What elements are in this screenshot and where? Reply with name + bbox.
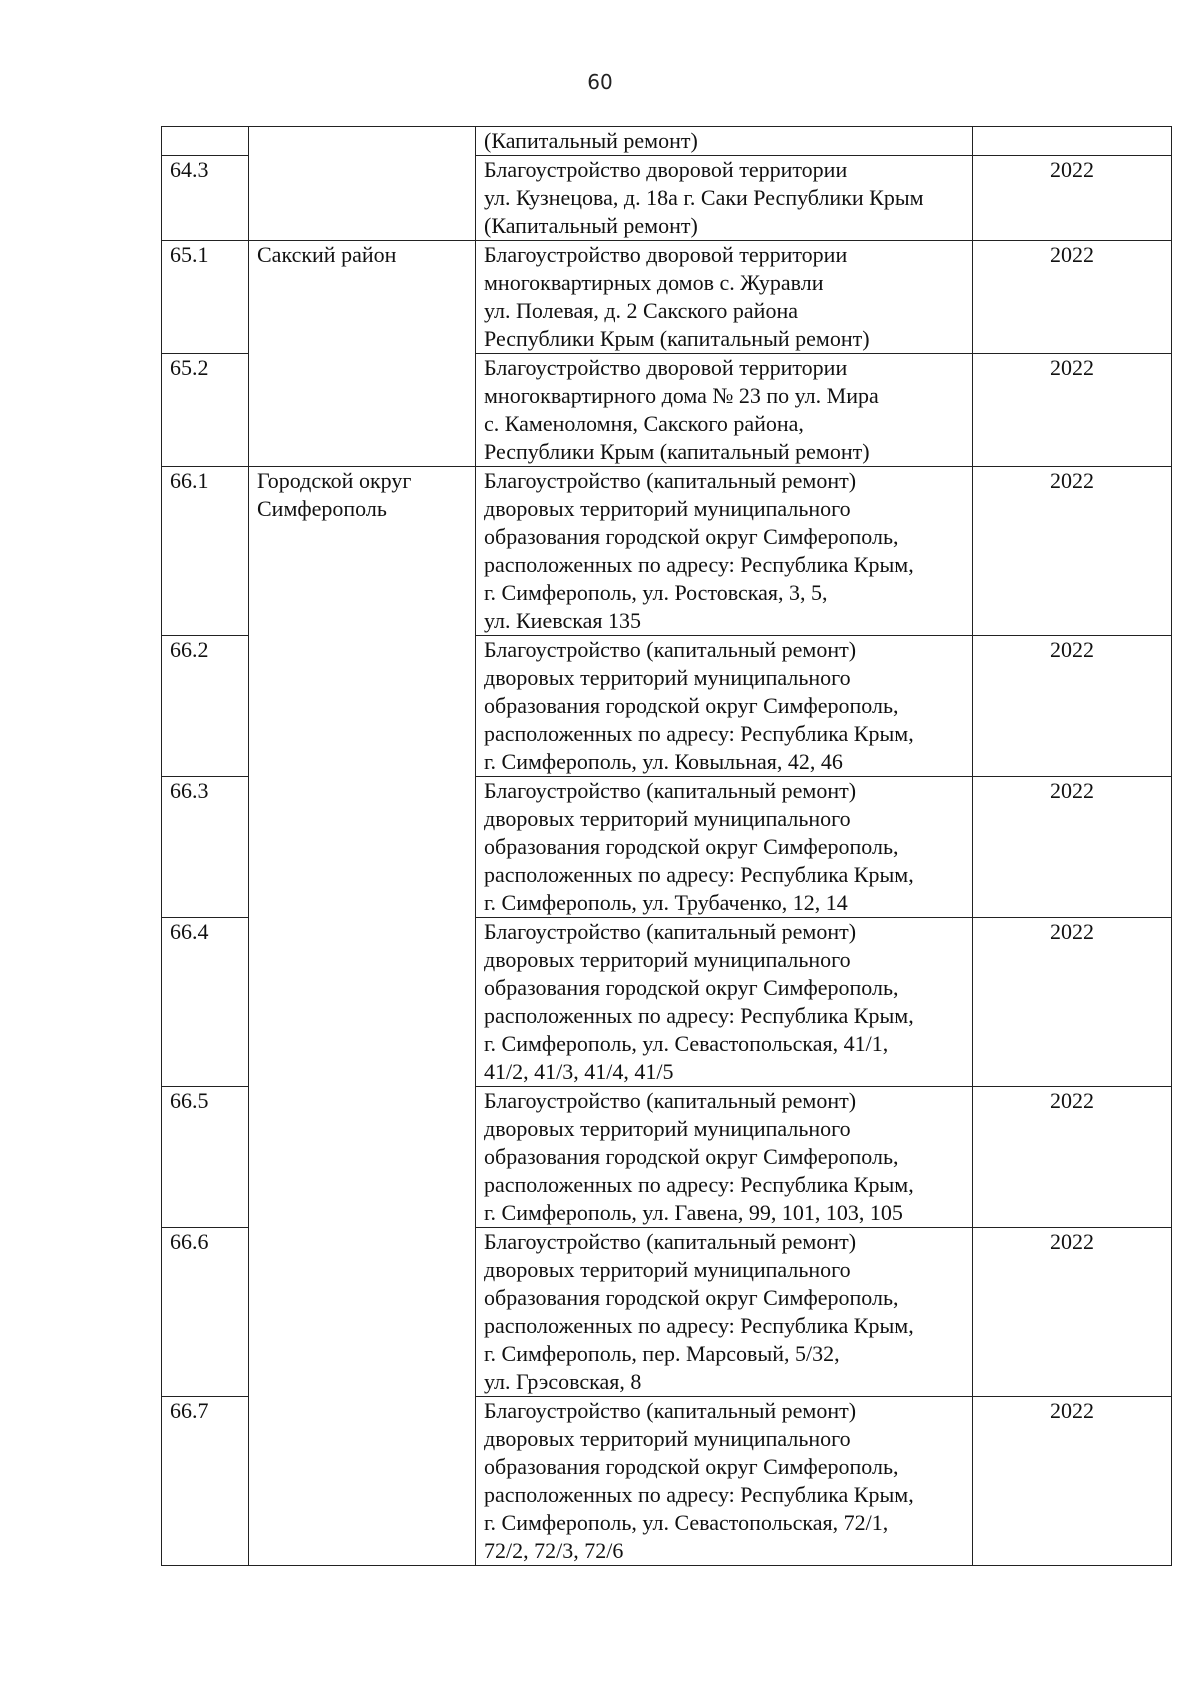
description-line: г. Симферополь, ул. Севастопольская, 41/1, [484, 1031, 889, 1056]
description-line: Республики Крым (капитальный ремонт) [484, 326, 870, 351]
row-number-cell [162, 636, 249, 777]
description-cell [476, 1228, 973, 1397]
description-line: Благоустройство (капитальный ремонт) [484, 1229, 857, 1254]
year-cell [973, 156, 1172, 241]
description-line: дворовых территорий муниципального [484, 1426, 851, 1451]
description-line: образования городской округ Симферополь, [484, 1144, 899, 1169]
year-value: 2022 [1050, 1229, 1094, 1254]
description-line: г. Симферополь, ул. Трубаченко, 12, 14 [484, 890, 848, 915]
description-line: с. Каменоломня, Сакского района, [484, 411, 804, 436]
description-cell [476, 467, 973, 636]
description-cell [476, 918, 973, 1087]
description-line: расположенных по адресу: Республика Крым, [484, 862, 914, 887]
row-number-cell [162, 1228, 249, 1397]
description-line: расположенных по адресу: Республика Крым, [484, 1482, 914, 1507]
description-line: многоквартирного дома № 23 по ул. Мира [484, 383, 879, 408]
year-cell [973, 241, 1172, 354]
description-line: расположенных по адресу: Республика Крым, [484, 552, 914, 577]
description-line: (Капитальный ремонт) [484, 128, 698, 153]
description-line: образования городской округ Симферополь, [484, 975, 899, 1000]
description-line: Благоустройство (капитальный ремонт) [484, 637, 857, 662]
description-line: ул. Грэсовская, 8 [484, 1369, 642, 1394]
description-line: Благоустройство дворовой территории [484, 242, 848, 267]
row-number: 66.3 [170, 778, 209, 803]
description-line: образования городской округ Симферополь, [484, 524, 899, 549]
description-line: образования городской округ Симферополь, [484, 1454, 899, 1479]
description-line: дворовых территорий муниципального [484, 1257, 851, 1282]
row-number-cell [162, 918, 249, 1087]
description-line: ул. Киевская 135 [484, 608, 641, 633]
description-line: Благоустройство (капитальный ремонт) [484, 468, 857, 493]
row-number-cell [162, 241, 249, 354]
row-number: 66.4 [170, 919, 209, 944]
description-cell [476, 777, 973, 918]
table-row [162, 241, 1172, 354]
program-table [161, 126, 1172, 1566]
description-line: дворовых территорий муниципального [484, 1116, 851, 1141]
description-line: 72/2, 72/3, 72/6 [484, 1538, 624, 1563]
row-number: 66.5 [170, 1088, 209, 1113]
table-row [162, 127, 1172, 156]
description-line: дворовых территорий муниципального [484, 947, 851, 972]
description-cell [476, 354, 973, 467]
description-line: расположенных по адресу: Республика Крым, [484, 1313, 914, 1338]
description-line: образования городской округ Симферополь, [484, 834, 899, 859]
year-value: 2022 [1050, 157, 1094, 182]
description-line: дворовых территорий муниципального [484, 665, 851, 690]
row-number-cell [162, 354, 249, 467]
year-cell [973, 1228, 1172, 1397]
description-line: г. Симферополь, ул. Ковыльная, 42, 46 [484, 749, 843, 774]
row-number-cell [162, 1087, 249, 1228]
description-line: расположенных по адресу: Республика Крым, [484, 1172, 914, 1197]
row-number: 64.3 [170, 157, 209, 182]
description-line: ул. Полевая, д. 2 Сакского района [484, 298, 798, 323]
year-cell [973, 354, 1172, 467]
description-line: Республики Крым (капитальный ремонт) [484, 439, 870, 464]
year-cell [973, 1087, 1172, 1228]
description-line: г. Симферополь, ул. Гавена, 99, 101, 103, 105 [484, 1200, 903, 1225]
year-value: 2022 [1050, 778, 1094, 803]
description-line: Благоустройство (капитальный ремонт) [484, 1398, 857, 1423]
year-value: 2022 [1050, 1398, 1094, 1423]
municipality-line: Городской округ [257, 468, 412, 493]
description-line: Благоустройство дворовой территории [484, 157, 848, 182]
description-line: Благоустройство (капитальный ремонт) [484, 778, 857, 803]
description-line: г. Симферополь, ул. Ростовская, 3, 5, [484, 580, 828, 605]
year-cell [973, 467, 1172, 636]
description-line: расположенных по адресу: Республика Крым, [484, 721, 914, 746]
row-number: 66.1 [170, 468, 209, 493]
description-cell [476, 1087, 973, 1228]
description-cell [476, 241, 973, 354]
row-number: 66.6 [170, 1229, 209, 1254]
description-line: расположенных по адресу: Республика Крым, [484, 1003, 914, 1028]
row-number-cell [162, 777, 249, 918]
year-cell [973, 918, 1172, 1087]
description-line: образования городской округ Симферополь, [484, 693, 899, 718]
year-cell [973, 1397, 1172, 1566]
description-line: дворовых территорий муниципального [484, 806, 851, 831]
table-body [162, 127, 1172, 1566]
year-value: 2022 [1050, 468, 1094, 493]
row-number-cell [162, 1397, 249, 1566]
row-number-cell [162, 156, 249, 241]
year-cell [973, 127, 1172, 156]
row-number: 65.2 [170, 355, 209, 380]
row-number: 65.1 [170, 242, 209, 267]
description-line: (Капитальный ремонт) [484, 213, 698, 238]
description-line: г. Симферополь, ул. Севастопольская, 72/1, [484, 1510, 889, 1535]
year-value: 2022 [1050, 637, 1094, 662]
year-value: 2022 [1050, 242, 1094, 267]
description-cell [476, 127, 973, 156]
year-value: 2022 [1050, 1088, 1094, 1113]
row-number-cell [162, 127, 249, 156]
description-line: г. Симферополь, пер. Марсовый, 5/32, [484, 1341, 840, 1366]
municipality-cell [249, 467, 476, 1566]
municipality-cell [249, 241, 476, 467]
year-value: 2022 [1050, 919, 1094, 944]
description-line: дворовых территорий муниципального [484, 496, 851, 521]
description-line: Благоустройство (капитальный ремонт) [484, 919, 857, 944]
municipality-line: Симферополь [257, 496, 387, 521]
description-cell [476, 636, 973, 777]
year-cell [973, 636, 1172, 777]
description-line: Благоустройство (капитальный ремонт) [484, 1088, 857, 1113]
description-line: Благоустройство дворовой территории [484, 355, 848, 380]
page-number: 60 [587, 70, 613, 94]
row-number-cell [162, 467, 249, 636]
municipality-cell [249, 127, 476, 241]
row-number: 66.7 [170, 1398, 209, 1423]
row-number: 66.2 [170, 637, 209, 662]
description-line: многоквартирных домов с. Журавли [484, 270, 824, 295]
year-value: 2022 [1050, 355, 1094, 380]
description-line: 41/2, 41/3, 41/4, 41/5 [484, 1059, 674, 1084]
description-cell [476, 156, 973, 241]
table-row [162, 467, 1172, 636]
description-line: образования городской округ Симферополь, [484, 1285, 899, 1310]
description-line: ул. Кузнецова, д. 18а г. Саки Республики Крым [484, 185, 924, 210]
year-cell [973, 777, 1172, 918]
description-cell [476, 1397, 973, 1566]
municipality-line: Сакский район [257, 242, 397, 267]
